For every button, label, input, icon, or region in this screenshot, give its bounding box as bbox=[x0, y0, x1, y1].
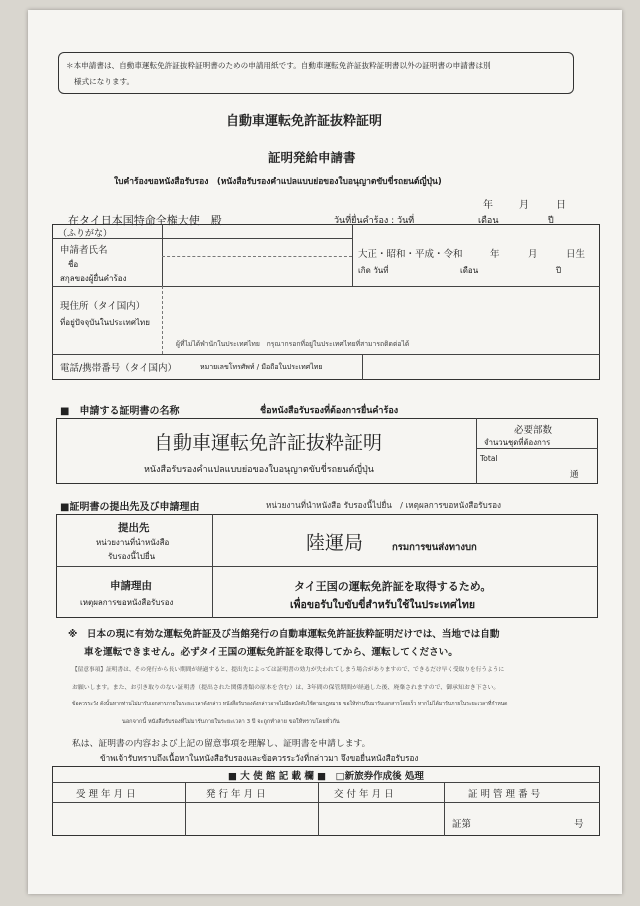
copies-unit: 通 bbox=[570, 470, 579, 480]
notice-line-2: 様式になります。 bbox=[74, 77, 135, 86]
consent-jp: 私は、証明書の内容および上記の留意事項を理解し、証明書を申請します。 bbox=[72, 739, 371, 749]
birth-year-label: 年 bbox=[490, 249, 500, 260]
received-date-header: 受 理 年 月 日 bbox=[76, 789, 136, 800]
phone-thai-label: หมายเลขโทรศัพท์ / มือถือในประเทศไทย bbox=[200, 363, 323, 371]
birth-thai-label: เกิด วันที่ bbox=[358, 266, 389, 275]
birth-day-label: 日生 bbox=[566, 249, 586, 260]
thai-month-label: เดือน bbox=[478, 216, 499, 226]
birth-month-label: 月 bbox=[528, 249, 538, 260]
reason-label-thai: เหตุผลการขอหนังสือรับรอง bbox=[80, 598, 174, 607]
date-year: 年 bbox=[483, 200, 493, 211]
fine-print-1: 【留意事項】証明書は、その発行から長い期間が経過すると、提出先によっては証明書の効力が失われてしまう場合がありますので、できるだけ早く受取りを行うように bbox=[72, 667, 505, 673]
issued-date-header: 発 行 年 月 日 bbox=[206, 789, 266, 800]
notice-box bbox=[58, 52, 574, 94]
warning-line-2: 車を運転できません。必ずタイ王国の運転免許証を取得してから、運転してください。 bbox=[84, 647, 458, 658]
reason-label: 申請理由 bbox=[110, 580, 152, 592]
reason-value-thai: เพื่อขอรับใบขับขี่สำหรับใช้ในประเทศไทย bbox=[290, 599, 475, 611]
address-thai-label: ที่อยู่ปัจจุบันในประเทศไทย bbox=[60, 318, 150, 327]
cert-section-heading: ■ 申請する証明書の名称 bbox=[60, 406, 180, 417]
cert-number-suffix: 号 bbox=[574, 819, 584, 830]
copies-label-thai: จำนวนชุดที่ต้องการ bbox=[484, 438, 551, 447]
office-use-heading: ■ 大 使 館 記 載 欄 ■ □新旅券作成後 処理 bbox=[228, 771, 424, 782]
application-form bbox=[28, 10, 622, 894]
fine-print-2: お願いします。また、お引き取りのない証明書（提出された関係書類の原本を含む）は、3年間の保管期間が経過した後、廃棄されますので、御承知おき下さい。 bbox=[72, 685, 500, 691]
page-title: 自動車運転免許証抜粋証明 bbox=[226, 114, 383, 129]
phone-label: 電話/携帯番号（タイ国内） bbox=[60, 363, 178, 374]
applicant-name-thai-1: ชื่อ bbox=[68, 260, 79, 269]
applicant-name-thai-2: สกุลของผู้ยื่นคำร้อง bbox=[60, 274, 127, 283]
submit-section-heading-thai: หน่วยงานที่นำหนังสือ รับรองนี้ไปยื่น / เหตุผลการขอหนังสือรับรอง bbox=[266, 500, 502, 510]
birth-thai-year: ปี bbox=[556, 266, 562, 275]
warning-line-1: ※ 日本の現に有効な運転免許証及び当館発行の自動車運転免許証抜粋証明だけでは、当地では自動 bbox=[68, 629, 500, 640]
addressee: 在タイ日本国特命全権大使 殿 bbox=[68, 214, 222, 227]
page-subtitle: 証明発給申請書 bbox=[268, 150, 356, 165]
copies-label: 必要部数 bbox=[514, 425, 553, 436]
date-day: 日 bbox=[556, 200, 566, 211]
fine-print-3: ข้อควรระวัง ดังนั้นหากท่านไม่มารับเอกสารภายในระยะเวลาดังกล่าว หนังสือรับรองดังกล่าวอาจไม่มีผลบังคับใช้ตามกฎหมาย ขอให้ท่านรีบมารับเอกสารโดยเร็ว หากไม่ได้มารับภายในระยะเวลาที่กำหนด bbox=[72, 701, 508, 707]
destination-value-thai: กรมการขนส่งทางบก bbox=[392, 542, 477, 553]
destination-label-thai-1: หน่วยงานที่นำหนังสือ bbox=[96, 538, 170, 547]
date-month: 月 bbox=[519, 200, 529, 211]
submit-section-heading: ■証明書の提出先及び申請理由 bbox=[60, 502, 200, 513]
birth-era-label: 大正・昭和・平成・令和 bbox=[358, 249, 463, 260]
birth-thai-month: เดือน bbox=[460, 266, 479, 275]
destination-label: 提出先 bbox=[118, 522, 150, 534]
consent-thai: ข้าพเจ้ารับทราบถึงเนื้อหาในหนังสือรับรองและข้อควรระวังที่กล่าวมา จึงขอยื่นหนังสือรับรอง bbox=[100, 753, 419, 763]
notice-line-1: ＊本申請書は、自動車運転免許証抜粋証明書のための申請用紙です。自動車運転免許証抜粋証明書以外の証明書の申請書は別 bbox=[66, 61, 491, 70]
reason-value: タイ王国の運転免許証を取得するため。 bbox=[294, 580, 492, 593]
fine-print-4: นอกจากนี้ หนังสือรับรองที่ไม่มารับภายในระยะเวลา 3 ปี จะถูกทำลาย ขอให้ทราบโดยทั่วกัน bbox=[122, 719, 340, 725]
destination-label-thai-2: รับรองนี้ไปยื่น bbox=[108, 552, 156, 561]
delivered-date-header: 交 付 年 月 日 bbox=[334, 789, 394, 800]
thai-year-label: ปี bbox=[548, 216, 554, 226]
furigana-label: （ふりがな） bbox=[58, 229, 113, 239]
cert-number-header: 証 明 管 理 番 号 bbox=[468, 789, 541, 800]
copies-total-label: Total bbox=[480, 454, 498, 463]
page-title-thai: ใบคำร้องขอหนังสือรับรอง (หนังสือรับรองคำแปลแบบย่อของใบอนุญาตขับขี่รถยนต์ญี่ปุ่น) bbox=[114, 177, 442, 187]
cert-section-heading-thai: ชื่อหนังสือรับรองที่ต้องการยื่นคำร้อง bbox=[260, 406, 399, 416]
applicant-name-label: 申請者氏名 bbox=[60, 245, 108, 256]
cert-number-prefix: 証第 bbox=[452, 819, 472, 830]
destination-value: 陸運局 bbox=[306, 532, 364, 554]
address-note: ผู้ที่ไม่ได้พำนักในประเทศไทย กรุณากรอกที่อยู่ในประเทศไทยที่สามารถติดต่อได้ bbox=[176, 340, 410, 348]
thai-date-label: วันที่ยื่นคำร้อง : วันที่ bbox=[334, 216, 415, 226]
cert-name-big: 自動車運転免許証抜粋証明 bbox=[154, 432, 383, 454]
address-label: 現住所（タイ国内） bbox=[60, 301, 146, 312]
cert-name-thai: หนังสือรับรองคำแปลแบบย่อของใบอนุญาตขับขี่รถยนต์ญี่ปุ่น bbox=[144, 465, 374, 475]
